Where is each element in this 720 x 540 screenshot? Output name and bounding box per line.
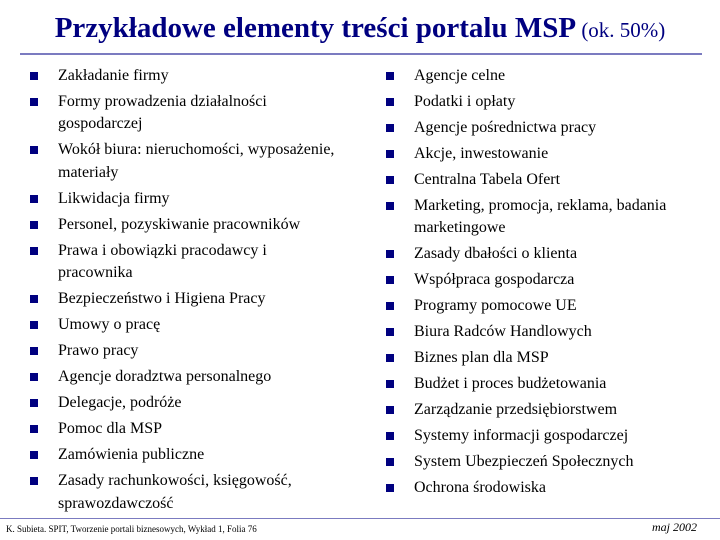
list-item-text: Zasady rachunkowości, księgowość, sprawozdawczość [58, 472, 292, 512]
square-bullet-icon [30, 195, 38, 203]
square-bullet-icon [386, 124, 394, 132]
list-item-text: Wokół biura: nieruchomości, wyposażenie, materiały [58, 141, 335, 181]
list-item-text: Personel, pozyskiwanie pracowników [58, 215, 301, 233]
footer-divider [0, 518, 720, 519]
list-item [28, 240, 338, 285]
square-bullet-icon [386, 250, 394, 258]
list-item [384, 425, 704, 447]
list-item-text: Marketing, promocja, reklama, badania marketingowe [414, 197, 667, 237]
square-bullet-icon [386, 484, 394, 492]
square-bullet-icon [30, 347, 38, 355]
list-item [384, 321, 704, 343]
list-item [28, 65, 338, 87]
square-bullet-icon [30, 399, 38, 407]
list-item-text: Likwidacja firmy [58, 189, 170, 207]
list-item [28, 91, 338, 136]
list-item [28, 214, 338, 236]
square-bullet-icon [30, 451, 38, 459]
list-item-text: Programy pomocowe UE [414, 297, 577, 315]
list-item-text: Formy prowadzenia działalności gospodarczej [58, 93, 267, 133]
square-bullet-icon [386, 458, 394, 466]
list-item-text: Agencje doradztwa personalnego [58, 368, 272, 386]
list-item [384, 269, 704, 291]
square-bullet-icon [386, 202, 394, 210]
right-bullet-list [384, 65, 704, 503]
list-item [384, 243, 704, 265]
list-item [384, 295, 704, 317]
square-bullet-icon [386, 72, 394, 80]
list-item-text: Biznes plan dla MSP [414, 349, 549, 367]
square-bullet-icon [30, 373, 38, 381]
list-item-text: Agencje pośrednictwa pracy [414, 119, 597, 136]
list-item [28, 444, 338, 466]
list-item [384, 169, 704, 191]
list-item-text: Prawo pracy [58, 342, 139, 360]
slide-title [0, 12, 720, 45]
list-item [28, 314, 338, 336]
square-bullet-icon [30, 295, 38, 303]
list-item-text: Zasady dbałości o klienta [414, 245, 578, 263]
square-bullet-icon [30, 477, 38, 485]
square-bullet-icon [386, 406, 394, 414]
list-item [384, 195, 704, 240]
square-bullet-icon [386, 328, 394, 336]
list-item [384, 477, 704, 499]
list-item-text: Akcje, inwestowanie [414, 145, 549, 162]
square-bullet-icon [386, 150, 394, 158]
square-bullet-icon [30, 321, 38, 329]
list-item-text: Budżet i proces budżetowania [414, 375, 607, 393]
square-bullet-icon [386, 302, 394, 310]
list-item-text: Delegacje, podróże [58, 394, 182, 412]
square-bullet-icon [30, 221, 38, 229]
left-bullet-list [28, 65, 338, 519]
footer-source: K. Subieta. SPIT, Tworzenie portali biznesowych, Wykład 1, Folia 76 [6, 524, 257, 534]
list-item [384, 91, 704, 113]
list-item-text: Zakładanie firmy [58, 67, 169, 84]
list-item [384, 399, 704, 421]
slide-title-main: Przykładowe elementy treści portalu MSP [54, 12, 577, 44]
square-bullet-icon [30, 425, 38, 433]
list-item-text: Biura Radców Handlowych [414, 323, 592, 341]
square-bullet-icon [30, 247, 38, 255]
list-item-text: Prawa i obowiązki pracodawcy i pracownika [58, 241, 267, 282]
list-item [384, 347, 704, 369]
square-bullet-icon [386, 354, 394, 362]
list-item-text: System Ubezpieczeń Społecznych [414, 453, 634, 471]
list-item-text: Bezpieczeństwo i Higiena Pracy [58, 290, 266, 308]
list-item-text: Podatki i opłaty [414, 93, 516, 110]
list-item [28, 139, 338, 184]
slide-title-suffix: (ok. 50%) [576, 18, 666, 42]
list-item-text: Zarządzanie przedsiębiorstwem [414, 401, 618, 419]
square-bullet-icon [386, 98, 394, 106]
list-item-text: Współpraca gospodarcza [414, 271, 575, 289]
square-bullet-icon [30, 98, 38, 106]
list-item-text: Umowy o pracę [58, 316, 161, 334]
list-item-text: Agencje celne [414, 67, 506, 84]
list-item-text: Systemy informacji gospodarczej [414, 427, 629, 445]
list-item [28, 340, 338, 362]
list-item [384, 373, 704, 395]
list-item [384, 143, 704, 165]
title-divider [20, 53, 702, 55]
list-item [384, 451, 704, 473]
footer-date: maj 2002 [652, 520, 697, 534]
square-bullet-icon [30, 72, 38, 80]
list-item [28, 366, 338, 388]
list-item-text: Zamówienia publiczne [58, 446, 205, 464]
list-item [28, 418, 338, 440]
list-item [28, 188, 338, 210]
list-item [384, 65, 704, 87]
list-item-text: Centralna Tabela Ofert [414, 171, 561, 188]
square-bullet-icon [386, 432, 394, 440]
square-bullet-icon [386, 176, 394, 184]
list-item-text: Ochrona środowiska [414, 479, 546, 497]
list-item [384, 117, 704, 139]
square-bullet-icon [386, 380, 394, 388]
list-item [28, 392, 338, 414]
list-item [28, 470, 338, 515]
list-item-text: Pomoc dla MSP [58, 420, 163, 438]
square-bullet-icon [30, 146, 38, 154]
square-bullet-icon [386, 276, 394, 284]
list-item [28, 288, 338, 310]
